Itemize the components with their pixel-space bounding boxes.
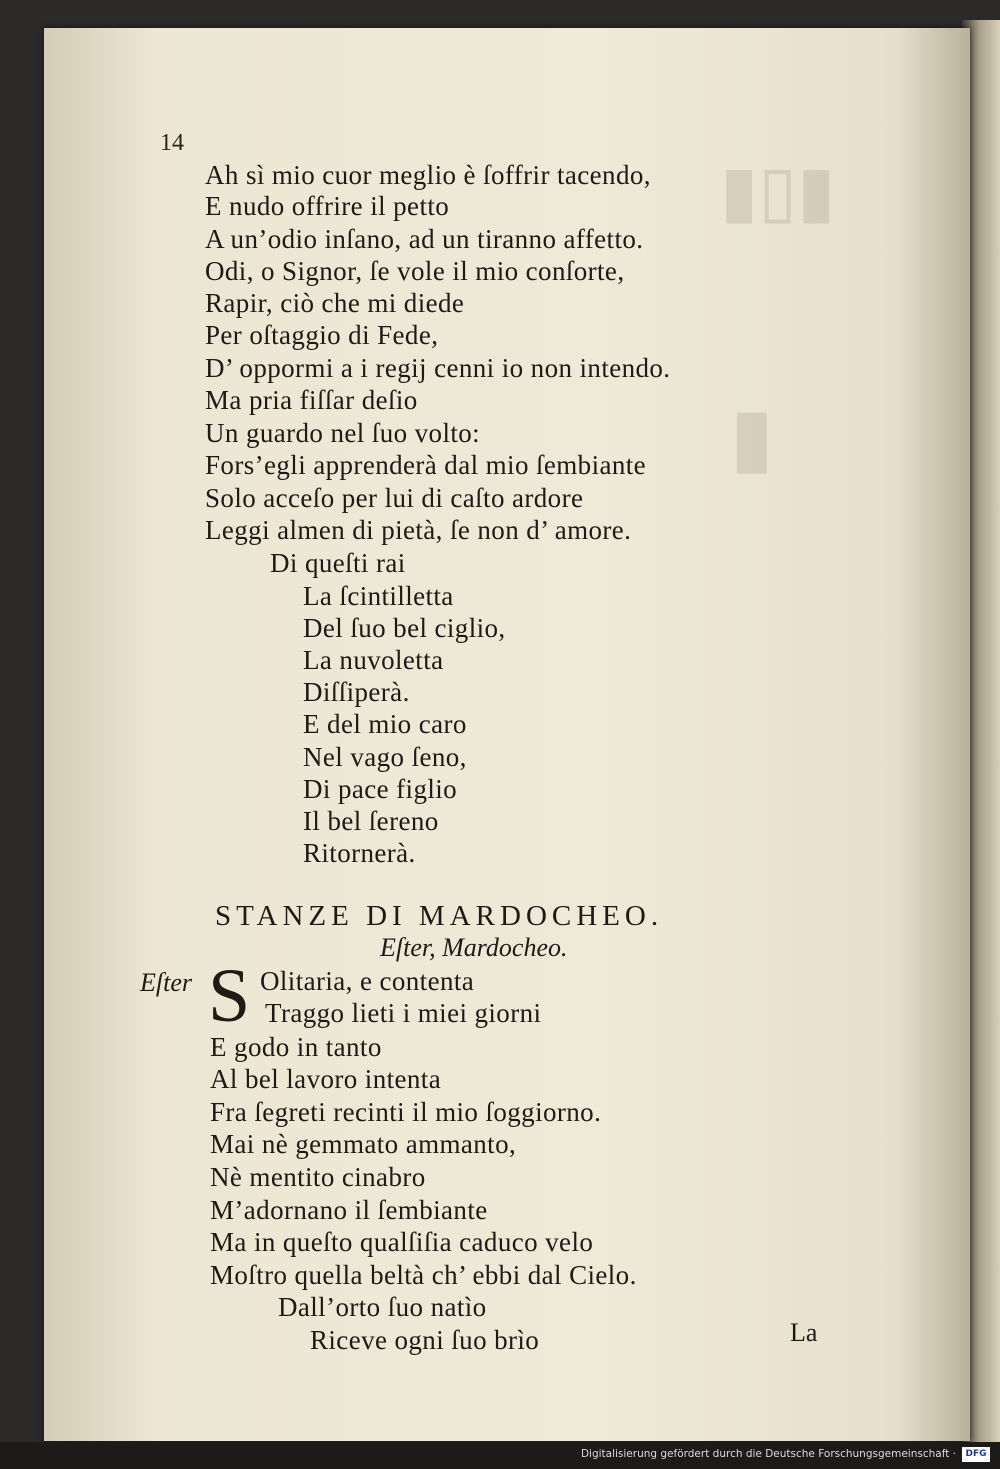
verse-line: Ah sì mio cuor meglio è ſoffrir tacendo, xyxy=(205,160,651,190)
stanza-line: Al bel lavoro intenta xyxy=(210,1064,442,1094)
catchword: La xyxy=(790,1318,818,1347)
stanza-line: Fra ſegreti recinti il mio ſoggiorno. xyxy=(210,1097,602,1127)
verse-line: Il bel ſereno xyxy=(303,806,439,836)
verse-line: Di queſti rai xyxy=(270,548,406,578)
stanza-line: Moſtro quella beltà ch’ ebbi dal Cielo. xyxy=(210,1260,637,1290)
verse-line: Per oſtaggio di Fede, xyxy=(205,320,439,350)
show-through-shadow: ▮ xyxy=(730,394,775,482)
verse-line: Diſſiperà. xyxy=(303,677,410,707)
stanza-line: E godo in tanto xyxy=(210,1032,382,1062)
footer-credit: Digitalisierung gefördert durch die Deutsche Forschungsgemeinschaft · xyxy=(580,1448,956,1460)
verse-line: Ritornerà. xyxy=(303,838,416,868)
section-heading: STANZE DI MARDOCHEO. xyxy=(215,900,664,932)
stanza-line: M’adornano il ſembiante xyxy=(210,1195,488,1225)
footer-bar xyxy=(0,1442,1000,1469)
page-number: 14 xyxy=(160,130,184,156)
verse-line: Nel vago ſeno, xyxy=(303,742,467,772)
verse-line: Leggi almen di pietà, ſe non d’ amore. xyxy=(205,515,632,545)
speaker-label: Eſter xyxy=(140,968,192,997)
stanza-line: Ma in queſto qualſiſia caduco velo xyxy=(210,1227,594,1257)
stanza-line: Mai nè gemmato ammanto, xyxy=(210,1129,517,1159)
verse-line: Un guardo nel ſuo volto: xyxy=(205,418,481,448)
verse-line: La nuvoletta xyxy=(303,645,444,675)
verse-line: Di pace figlio xyxy=(303,774,458,804)
drop-cap: S xyxy=(208,954,251,1038)
stanza-line: Olitaria, e contenta xyxy=(260,966,475,996)
verse-line: D’ oppormi a i regij cenni io non intendo. xyxy=(205,353,671,383)
stanza-line: Dall’orto ſuo natìo xyxy=(278,1292,487,1322)
verse-line: La ſcintilletta xyxy=(303,581,454,611)
verse-line: Ma pria fiſſar deſio xyxy=(205,385,418,415)
verse-line: Solo acceſo per lui di caſto ardore xyxy=(205,483,584,513)
stanza-line: Riceve ogni ſuo brìo xyxy=(310,1325,540,1355)
verse-line: E nudo offrire il petto xyxy=(205,191,450,221)
stanza-line: Nè mentito cinabro xyxy=(210,1162,426,1192)
verse-line: Del ſuo bel ciglio, xyxy=(303,613,506,643)
verse-line: Fors’egli apprenderà dal mio ſembiante xyxy=(205,450,647,480)
speakers-line: Eſter, Mardocheo. xyxy=(380,933,568,962)
stanza-line: Traggo lieti i miei giorni xyxy=(265,998,542,1028)
verse-line: Odi, o Signor, ſe vole il mio conſorte, xyxy=(205,256,625,286)
verse-line: Rapir, ciò che mi diede xyxy=(205,288,465,318)
verse-line: E del mio caro xyxy=(303,709,467,739)
show-through-shadow: ▮▯▮ xyxy=(720,154,836,231)
dfg-logo-icon: DFG xyxy=(962,1447,990,1462)
verse-line: A un’odio inſano, ad un tiranno affetto. xyxy=(205,224,644,254)
